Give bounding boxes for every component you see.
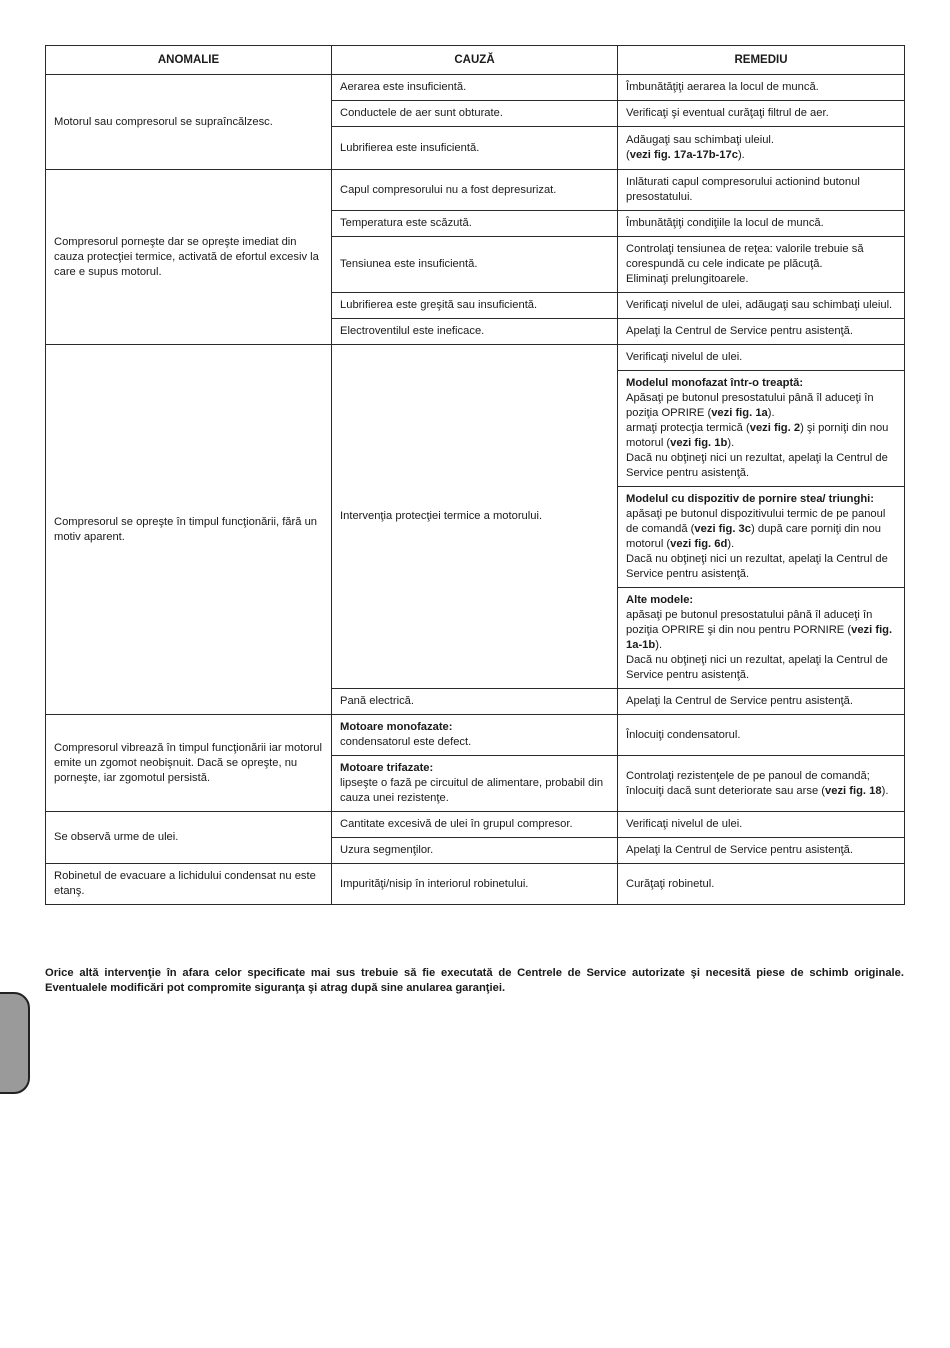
cause-text: Tensiunea este insuficientă. xyxy=(340,258,478,270)
anomaly-cell: Compresorul se opreşte în timpul funcţionării, fără un motiv aparent. xyxy=(46,345,332,715)
cause-text: Uzura segmenţilor. xyxy=(340,844,434,856)
header-anomaly: ANOMALIE xyxy=(46,46,332,75)
anomaly-cell: Se observă urme de ulei. xyxy=(46,812,332,864)
remedy-cell xyxy=(618,812,905,838)
remedy-text: Apelaţi la Centrul de Service pentru asistenţă. xyxy=(626,325,853,337)
header-remedy: REMEDIU xyxy=(618,46,905,75)
cause-text: Electroventilul este ineficace. xyxy=(340,325,485,337)
remedy-text: Controlaţi rezistenţele de pe panoul de comandă; înlocuiţi dacă sunt deteriorate sau arse (vezi fig. 18). xyxy=(626,769,889,797)
cause-text: Impurităţi/nisip în interiorul robinetului. xyxy=(340,877,529,890)
remedy-cell xyxy=(618,756,905,812)
table-row xyxy=(46,345,905,371)
remedy-cell xyxy=(618,101,905,127)
remedy-cell xyxy=(618,170,905,211)
page-edge-tab xyxy=(0,992,30,1094)
remedy-text: apăsaţi pe butonul presostatului până îl aduceţi în poziţia OPRIRE şi din nou pentru PORNIRE (vezi fig. 1a-1b). xyxy=(626,609,893,651)
remedy-cell xyxy=(618,715,905,756)
remedy-cell xyxy=(618,864,905,905)
remedy-cell xyxy=(618,127,905,170)
cause-cell xyxy=(332,101,618,127)
cause-cell xyxy=(332,127,618,170)
table-row xyxy=(46,170,905,211)
table-row xyxy=(46,812,905,838)
remedy-text: Verificaţi nivelul de ulei. xyxy=(626,351,743,363)
table-row xyxy=(46,75,905,101)
table-header-row xyxy=(46,46,905,75)
remedy-cell xyxy=(618,371,905,487)
remedy-cell xyxy=(618,75,905,101)
remedy-text: Verificaţi nivelul de ulei. xyxy=(626,818,743,830)
anomaly-cell: Robinetul de evacuare a lichidului condensat nu este etanş. xyxy=(46,864,332,905)
header-cause: CAUZĂ xyxy=(332,46,618,75)
remedy-text: Eliminaţi prelungitoarele. xyxy=(626,273,749,285)
remedy-cell xyxy=(618,293,905,319)
cause-text: Cantitate excesivă de ulei în grupul compresor. xyxy=(340,818,573,830)
remedy-text: (vezi fig. 17a-17b-17c). xyxy=(626,149,745,161)
cause-text: condensatorul este defect. xyxy=(340,736,472,748)
cause-cell xyxy=(332,170,618,211)
table-row xyxy=(46,715,905,756)
remedy-cell xyxy=(618,345,905,371)
remedy-text: Apăsaţi pe butonul presostatului până îl aduceţi în poziţia OPRIRE (vezi fig. 1a). xyxy=(626,392,874,419)
cause-text: Lubrifierea este greşită sau insuficientă. xyxy=(340,299,538,311)
remedy-text: Dacă nu obţineţi nici un rezultat, apelaţi la Centrul de Service pentru asistenţă. xyxy=(626,452,888,479)
cause-cell xyxy=(332,75,618,101)
cause-cell xyxy=(332,237,618,293)
remedy-cell xyxy=(618,689,905,715)
remedy-cell xyxy=(618,588,905,689)
cause-heading: Motoare monofazate: xyxy=(340,721,453,733)
remedy-text: Apelaţi la Centrul de Service pentru asistenţă. xyxy=(626,844,853,856)
cause-cell xyxy=(332,319,618,345)
remedy-heading: Alte modele: xyxy=(626,594,694,606)
remedy-text: armaţi protecţia termică (vezi fig. 2) şi porniţi din nou motorul (vezi fig. 1b). xyxy=(626,422,889,449)
cause-cell xyxy=(332,293,618,319)
cause-text: Conductele de aer sunt obturate. xyxy=(340,107,503,119)
remedy-text: Controlaţi tensiunea de reţea: valorile trebuie să corespundă cu cele indicate pe plăcuţă. xyxy=(626,243,864,270)
cause-cell xyxy=(332,838,618,864)
remedy-cell xyxy=(618,211,905,237)
cause-cell xyxy=(332,689,618,715)
cause-text: Temperatura este scăzută. xyxy=(340,217,472,229)
remedy-text: Adăugaţi sau schimbaţi uleiul. xyxy=(626,134,775,146)
cause-cell xyxy=(332,756,618,812)
cause-text: Pană electrică. xyxy=(340,695,415,707)
remedy-text: apăsaţi pe butonul dispozitivului termic de pe panoul de comandă (vezi fig. 3c) după care porniţi din nou motorul (vezi fig. 6d). xyxy=(626,508,886,550)
remedy-cell xyxy=(618,237,905,293)
anomaly-cell: Compresorul vibrează în timpul funcţionării iar motorul emite un zgomot neobişnuit. Dacă se opreşte, nu porneşte, iar zgomotul persistă. xyxy=(46,715,332,812)
remedy-heading: Modelul monofazat într-o treaptă: xyxy=(626,377,804,389)
remedy-text: Apelaţi la Centrul de Service pentru asistenţă. xyxy=(626,695,853,707)
remedy-text: Îmbunătăţiţi condiţiile la locul de muncă. xyxy=(626,217,824,229)
remedy-text: Inlăturati capul compresorului actionind butonul presostatului. xyxy=(626,176,860,203)
cause-cell xyxy=(332,715,618,756)
anomaly-cell: Motorul sau compresorul se supraîncălzesc. xyxy=(46,75,332,170)
cause-text: lipseşte o fază pe circuitul de alimentare, probabil din cauza unei rezistenţe. xyxy=(340,777,604,804)
cause-cell: Intervenţia protecţiei termice a motorului. xyxy=(332,345,618,689)
remedy-text: Îmbunătăţiţi aerarea la locul de muncă. xyxy=(626,81,819,93)
remedy-cell xyxy=(618,487,905,588)
remedy-text: Verificaţi nivelul de ulei, adăugaţi sau schimbaţi uleiul. xyxy=(626,299,893,311)
table-row xyxy=(46,864,905,905)
remedy-text: Verificaţi şi eventual curăţaţi filtrul de aer. xyxy=(626,107,829,119)
cause-cell xyxy=(332,812,618,838)
cause-cell xyxy=(332,211,618,237)
anomaly-cell: Compresorul porneşte dar se opreşte imediat din cauza protecţiei termice, activată de efortul excesiv la care e supus motorul. xyxy=(46,170,332,345)
remedy-text: Dacă nu obţineţi nici un rezultat, apelaţi la Centrul de Service pentru asistenţă. xyxy=(626,654,888,681)
cause-text: Lubrifierea este insuficientă. xyxy=(340,141,480,154)
footer-note: Orice altă intervenţie în afara celor specificate mai sus trebuie să fie executată de Centrele de Service autorizate şi necesită piese de schimb originale. Eventualele modificări pot compromite siguranţa şi atrag după sine anularea garanţiei. xyxy=(45,967,904,994)
troubleshooting-table xyxy=(45,45,905,905)
remedy-heading: Modelul cu dispozitiv de pornire stea/ triunghi: xyxy=(626,493,875,505)
remedy-cell xyxy=(618,319,905,345)
cause-cell xyxy=(332,864,618,905)
cause-text: Capul compresorului nu a fost depresurizat. xyxy=(340,183,557,196)
remedy-text: Dacă nu obţineţi nici un rezultat, apelaţi la Centrul de Service pentru asistenţă. xyxy=(626,553,888,580)
cause-heading: Motoare trifazate: xyxy=(340,762,434,774)
remedy-cell xyxy=(618,838,905,864)
remedy-text: Înlocuiţi condensatorul. xyxy=(626,728,741,741)
cause-text: Aerarea este insuficientă. xyxy=(340,81,467,93)
remedy-text: Curăţaţi robinetul. xyxy=(626,877,715,890)
